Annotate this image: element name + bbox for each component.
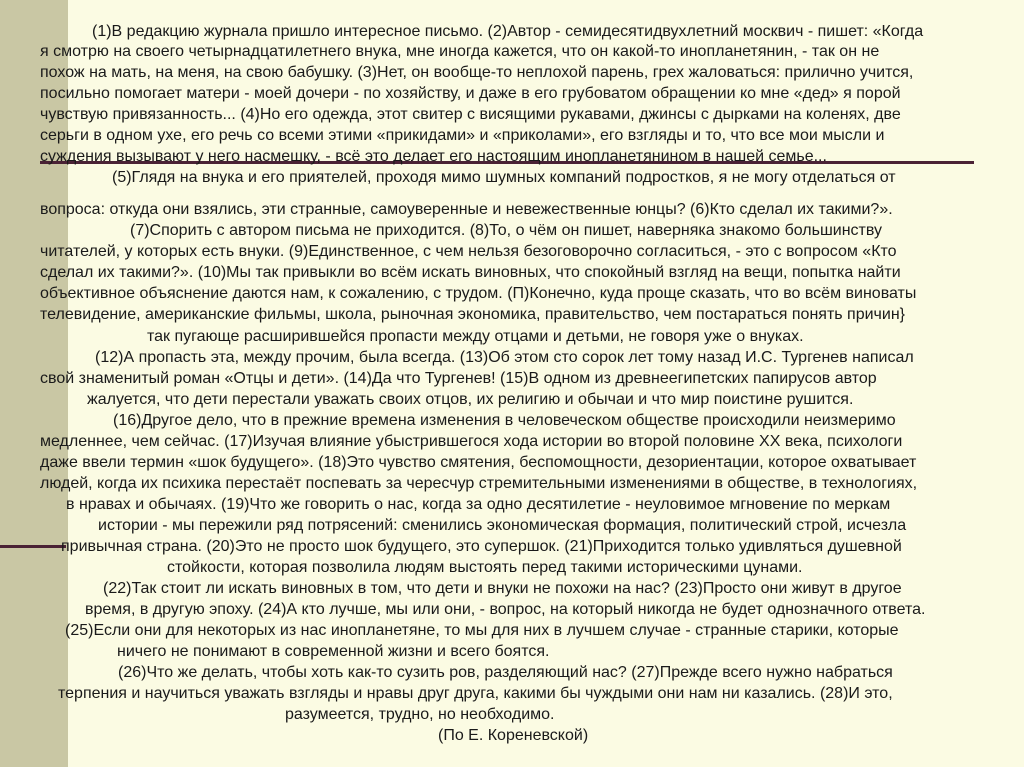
text-line: привычная страна. (20)Это не просто шок будущего, это супершок. (21)Приходится только удивляться душевной [61,538,902,555]
text-line: ничего не понимают в современной жизни и всего боятся. [117,643,550,660]
text-line: чувствую привязанность... (4)Но его одежда, этот свитер с висящими рукавами, джинсы с дырками на коленях, две [40,106,901,123]
text-line: в нравах и обычаях. (19)Что же говорить о нас, когда за одно десятилетие - неуловимое мгновение по меркам [66,496,891,513]
text-line: истории - мы пережили ряд потрясений: сменились экономическая формация, политический строй, исчезла [98,517,907,534]
text-line: свой знаменитый роман «Отцы и дети». (14)Да что Тургенев! (15)В одном из древнеегипетских папирусов автор [40,370,877,387]
text-line: (16)Другое дело, что в прежние времена изменения в человеческом обществе происходили неизмеримо [113,412,896,429]
text-line: (26)Что же делать, чтобы хоть как-то сузить ров, разделяющий нас? (27)Прежде всего нужно набраться [118,664,893,681]
text-line: (7)Спорить с автором письма не приходится. (8)То, о чём он пишет, наверняка знакомо большинству [130,222,883,239]
text-line: суждения вызывают у него насмешку, - всё это делает его настоящим инопланетянином в нашей семье... [40,148,827,165]
text-line: терпения и научиться уважать взгляды и нравы друг друга, какими бы чуждыми они нам ни казались. (28)И это, [58,685,893,702]
text-line: медленнее, чем сейчас. (17)Изучая влияние убыстрившегося хода истории во второй половине XX века, психологи [40,433,903,450]
text-line: сделал их такими?». (10)Мы так привыкли во всём искать виновных, что спокойный взгляд на вещи, попытка найти [40,264,901,281]
text-line: разумеется, трудно, но необходимо. [285,706,555,723]
text-line: объективное объяснение даются нам, к сожалению, с трудом. (П)Конечно, куда проще сказать, что во всём виноваты [40,285,917,302]
text-line: (5)Глядя на внука и его приятелей, проходя мимо шумных компаний подростков, я не могу отделаться от [112,169,896,186]
text-line: (По Е. Кореневской) [438,727,589,744]
text-line: время, в другую эпоху. (24)А кто лучше, мы или они, - вопрос, на который никогда не будет однозначного ответа. [85,601,926,618]
text-line: серьги в одном ухе, его речь со всеми этими «прикидами» и «приколами», его взгляды и то, что все мои мысли и [40,127,885,144]
text-line: жалуется, что дети перестали уважать своих отцов, их религию и обычаи и что мир поистине рушится. [87,391,854,408]
text-line: вопроса: откуда они взялись, эти странные, самоуверенные и невежественные юнцы? (6)Кто сделал их такими?». [40,201,893,218]
text-line: (22)Так стоит ли искать виновных в том, что дети и внуки не похожи на нас? (23)Просто они живут в другое [103,580,902,597]
text-line: (12)А пропасть эта, между прочим, была всегда. (13)Об этом сто сорок лет тому назад И.С. Тургенев написал [95,349,914,366]
text-line: людей, когда их психика перестаёт поспевать за чересчур стремительными изменениями в обществе, в технологиях, [40,475,918,492]
text-line: (1)В редакцию журнала пришло интересное письмо. (2)Автор - семидесятидвухлетний москвич - пишет: «Когда [92,23,924,40]
text-line: так пугающе расширившейся пропасти между отцами и детьми, не говоря уже о внуках. [147,328,804,345]
text-line: посильно помогает матери - моей дочери - по хозяйству, и даже в его грубоватом обращении ко мне «дед» я порой [40,85,901,102]
text-line: похож на мать, на меня, на свою бабушку. (3)Нет, он вообще-то неплохой парень, грех жаловаться: прилично учится, [40,64,914,81]
text-line: телевидение, американские фильмы, школа, рыночная экономика, правительство, чем постараться понять причин} [40,306,906,323]
text-line: даже ввели термин «шок будущего». (18)Это чувство смятения, беспомощности, дезориентации, которое охватывает [40,454,917,471]
text-line: читателей, у которых есть внуки. (9)Единственное, с чем нельзя безоговорочно согласиться, - это с вопросом «Кто [40,243,897,260]
text-line: (25)Если они для некоторых из нас инопланетяне, то мы для них в лучшем случае - странные старики, которые [65,622,899,639]
text-line: стойкости, которая позволила людям выстоять перед такими историческими цунами. [167,559,803,576]
text-line: я смотрю на своего четырнадцатилетнего внука, мне иногда кажется, что он какой-то инопланетянин, - так он не [40,43,880,60]
